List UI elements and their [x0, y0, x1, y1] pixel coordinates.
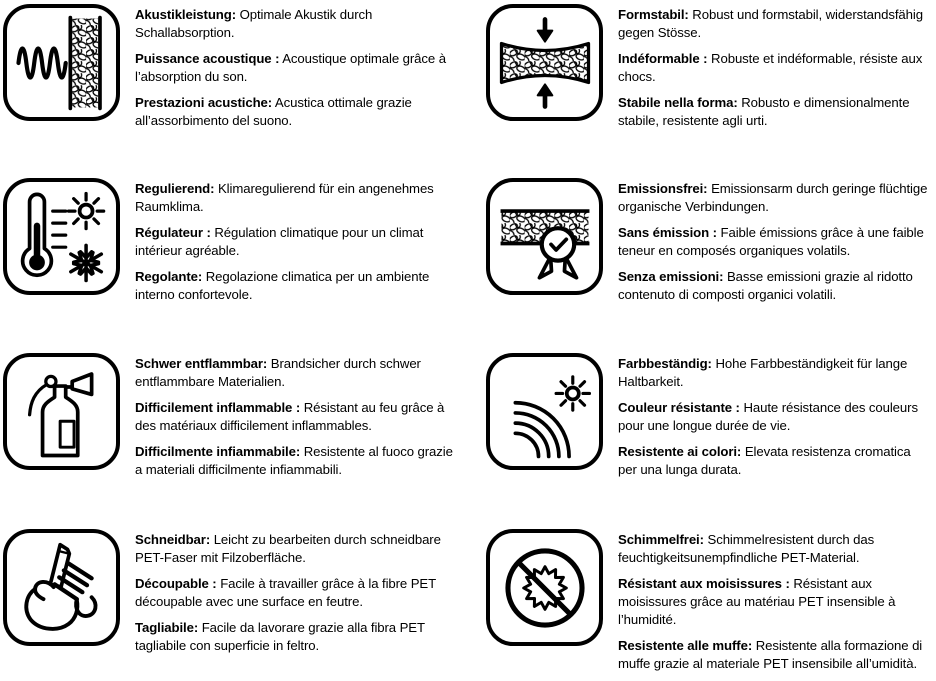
- compression-arrows-icon: [495, 13, 595, 113]
- label-it: Senza emissioni:: [618, 269, 724, 284]
- label-fr: Couleur résistante :: [618, 400, 740, 415]
- label-de: Emissionsfrei:: [618, 181, 708, 196]
- feature-tile: [486, 353, 603, 470]
- desc-it: Basse emissioni grazie al ridotto contenuto di composti organici volatili.: [618, 269, 913, 302]
- label-de: Akustikleistung:: [135, 7, 236, 22]
- desc-de: Optimale Akustik durch Schallabsorption.: [135, 7, 373, 40]
- desc-fr: Haute résistance des couleurs pour une longue durée de vie.: [618, 400, 918, 433]
- paragraph-it: [618, 268, 928, 304]
- feature-text: [618, 178, 936, 312]
- desc-fr: Faible émissions grâce à une faible teneur en composés organiques volatils.: [618, 225, 924, 258]
- label-it: Regolante:: [135, 269, 203, 284]
- label-de: Farbbeständig:: [618, 356, 712, 371]
- feature-text: [618, 529, 936, 681]
- desc-de: Emissionsarm durch geringe flüchtige organische Verbindungen.: [618, 181, 928, 214]
- feature-tile: [486, 178, 603, 295]
- paragraph-fr: [135, 50, 460, 86]
- feature-climate-regulating: [0, 170, 468, 340]
- label-de: Regulierend:: [135, 181, 215, 196]
- label-de: Schneidbar:: [135, 532, 211, 547]
- feature-acoustic-performance: [0, 0, 468, 170]
- paragraph-fr: [618, 575, 928, 629]
- feature-tile: [486, 529, 603, 646]
- desc-fr: Résistant au feu grâce à des matériaux difficilement inflammables.: [135, 400, 445, 433]
- feature-flame-retardant: [0, 340, 468, 510]
- feature-tile: [486, 4, 603, 121]
- paragraph-fr: [618, 224, 928, 260]
- label-fr: Puissance acoustique :: [135, 51, 280, 66]
- desc-it: Acustica ottimale grazie all’assorbimento del suono.: [135, 95, 412, 128]
- feature-emission-free: [468, 170, 936, 340]
- paragraph-fr: [135, 399, 460, 435]
- desc-fr: Régulation climatique pour un climat intérieur agréable.: [135, 225, 424, 258]
- paragraph-fr: [618, 50, 928, 86]
- certified-felt-badge-icon: [495, 187, 595, 287]
- rainbow-sun-icon: [495, 362, 595, 462]
- paragraph-fr: [135, 575, 460, 611]
- sound-absorption-icon: [12, 13, 112, 113]
- label-fr: Résistant aux moisissures :: [618, 576, 790, 591]
- paragraph-de: [135, 6, 460, 42]
- hand-cutter-icon: [12, 538, 112, 638]
- paragraph-de: [618, 6, 928, 42]
- feature-text: [618, 4, 936, 138]
- desc-de: Klimaregulierend für ein angenehmes Raumklima.: [135, 181, 434, 214]
- desc-de: Robust und formstabil, widerstandsfähig gegen Stösse.: [618, 7, 923, 40]
- paragraph-fr: [135, 224, 460, 260]
- desc-de: Hohe Farbbeständigkeit für lange Haltbarkeit.: [618, 356, 908, 389]
- label-de: Schimmelfrei:: [618, 532, 704, 547]
- paragraph-it: [135, 268, 460, 304]
- feature-text: [135, 353, 468, 487]
- label-de: Schwer entflammbar:: [135, 356, 268, 371]
- feature-tile: [3, 4, 120, 121]
- feature-text: [135, 529, 468, 663]
- paragraph-it: [618, 94, 928, 130]
- feature-cuttable: [0, 510, 468, 680]
- desc-de: Leicht zu bearbeiten durch schneidbare PET-Faser mit Filzoberfläche.: [135, 532, 441, 565]
- desc-fr: Facile à travailler grâce à la fibre PET découpable avec une surface en feutre.: [135, 576, 436, 609]
- feature-tile: [3, 529, 120, 646]
- label-it: Stabile nella forma:: [618, 95, 738, 110]
- paragraph-it: [135, 94, 460, 130]
- paragraph-de: [618, 355, 928, 391]
- feature-text: [135, 178, 468, 312]
- paragraph-it: [618, 637, 928, 673]
- paragraph-de: [135, 180, 460, 216]
- fire-extinguisher-icon: [12, 362, 112, 462]
- paragraph-de: [618, 180, 928, 216]
- paragraph-de: [135, 355, 460, 391]
- paragraph-it: [135, 619, 460, 655]
- label-fr: Indéformable :: [618, 51, 708, 66]
- desc-it: Elevata resistenza cromatica per una lunga durata.: [618, 444, 911, 477]
- desc-de: Schimmelresistent durch das feuchtigkeitsunempfindliche PET-Material.: [618, 532, 875, 565]
- desc-fr: Résistant aux moisissures grâce au matériau PET insensible à l’humidité.: [618, 576, 896, 627]
- label-fr: Difficilement inflammable :: [135, 400, 301, 415]
- label-it: Resistente ai colori:: [618, 444, 742, 459]
- paragraph-de: [618, 531, 928, 567]
- paragraph-fr: [618, 399, 928, 435]
- feature-mold-free: [468, 510, 936, 680]
- desc-it: Robusto e dimensionalmente stabile, resistente agli urti.: [618, 95, 910, 128]
- label-it: Difficilmente infiammabile:: [135, 444, 301, 459]
- label-fr: Sans émission :: [618, 225, 717, 240]
- desc-it: Regolazione climatica per un ambiente interno confortevole.: [135, 269, 430, 302]
- label-fr: Régulateur :: [135, 225, 211, 240]
- thermometer-sun-snowflake-icon: [12, 187, 112, 287]
- desc-it: Resistente al fuoco grazie a materiali difficilmente infiammabili.: [135, 444, 453, 477]
- desc-fr: Robuste et indéformable, résiste aux chocs.: [618, 51, 923, 84]
- feature-form-stability: [468, 0, 936, 170]
- paragraph-it: [135, 443, 460, 479]
- label-de: Formstabil:: [618, 7, 689, 22]
- label-it: Resistente alle muffe:: [618, 638, 753, 653]
- feature-text: [618, 353, 936, 487]
- label-it: Prestazioni acustiche:: [135, 95, 273, 110]
- desc-fr: Acoustique optimale grâce à l’absorption du son.: [135, 51, 446, 84]
- feature-tile: [3, 178, 120, 295]
- desc-it: Facile da lavorare grazie alla fibra PET tagliabile con superficie in feltro.: [135, 620, 425, 653]
- feature-text: [135, 4, 468, 138]
- feature-tile: [3, 353, 120, 470]
- paragraph-it: [618, 443, 928, 479]
- feature-colorfast: [468, 340, 936, 510]
- paragraph-de: [135, 531, 460, 567]
- no-mold-icon: [495, 538, 595, 638]
- desc-it: Resistente alla formazione di muffe grazie al materiale PET insensibile all’umidità.: [618, 638, 923, 671]
- desc-de: Brandsicher durch schwer entflammbare Materialien.: [135, 356, 421, 389]
- label-it: Tagliabile:: [135, 620, 199, 635]
- label-fr: Découpable :: [135, 576, 217, 591]
